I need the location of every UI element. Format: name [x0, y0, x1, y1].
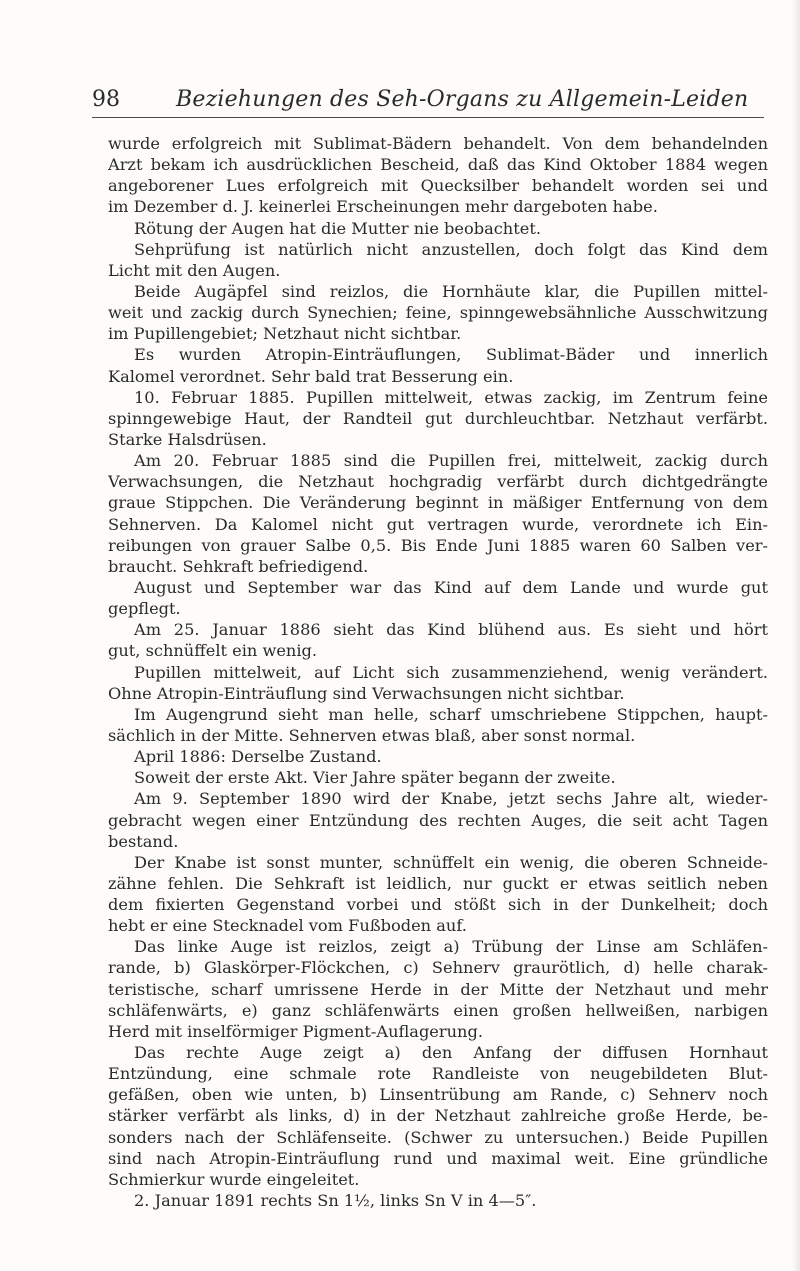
text-line: bestand. [108, 831, 179, 851]
text-line: stärker verfärbt als links, d) in der Netzhaut zahlreiche große Herde, be- [108, 1106, 768, 1126]
text-line: Licht mit den Augen. [108, 260, 281, 280]
text-line: Arzt bekam ich ausdrücklichen Bescheid, daß das Kind Oktober 1884 wegen [108, 155, 768, 175]
text-line: Entzündung, eine schmale rote Randleiste von neugebildeten Blut- [108, 1064, 768, 1084]
text-line: sonders nach der Schläfenseite. (Schwer zu untersuchen.) Beide Pupillen [108, 1127, 768, 1147]
text-line: gepflegt. [108, 599, 181, 619]
text-line: Das linke Auge ist reizlos, zeigt a) Trübung der Linse am Schläfen- [134, 937, 768, 957]
text-line: April 1886: Derselbe Zustand. [134, 747, 382, 767]
text-line: gut, schnüffelt ein wenig. [108, 641, 318, 661]
text-line: braucht. Sehkraft befriedigend. [108, 556, 369, 576]
text-line: Es wurden Atropin-Einträuflungen, Sublimat-Bäder und innerlich [134, 345, 768, 365]
header-rule [92, 117, 764, 118]
text-line: Sehnerven. Da Kalomel nicht gut vertragen wurde, verordnete ich Ein- [108, 514, 768, 534]
text-line: im Pupillengebiet; Netzhaut nicht sichtbar. [108, 324, 462, 344]
text-line: Am 9. September 1890 wird der Knabe, jetzt sechs Jahre alt, wieder- [134, 789, 768, 809]
text-line: hebt er eine Stecknadel vom Fußboden auf. [108, 916, 467, 936]
text-line: dem fixierten Gegenstand vorbei und stößt sich in der Dunkelheit; doch [108, 895, 768, 915]
text-line: 2. Januar 1891 rechts Sn 1½, links Sn V in 4—5″. [134, 1191, 537, 1211]
text-line: Ohne Atropin-Einträuflung sind Verwachsungen nicht sichtbar. [108, 683, 625, 703]
text-line: sächlich in der Mitte. Sehnerven etwas blaß, aber sonst normal. [108, 725, 636, 745]
text-line: Beide Augäpfel sind reizlos, die Hornhäute klar, die Pupillen mittel- [134, 281, 768, 301]
text-line: sind nach Atropin-Einträuflung rund und maximal weit. Eine gründliche [108, 1148, 768, 1168]
text-line: reibungen von grauer Salbe 0,5. Bis Ende Juni 1885 waren 60 Salben ver- [108, 535, 768, 555]
text-line: Pupillen mittelweit, auf Licht sich zusammenziehend, wenig verändert. [134, 662, 768, 682]
text-line: im Dezember d. J. keinerlei Erscheinungen mehr dargeboten habe. [108, 197, 658, 217]
text-line: gebracht wegen einer Entzündung des rechten Auges, die seit acht Tagen [108, 810, 768, 830]
text-line: spinngewebige Haut, der Randteil gut durchleuchtbar. Netzhaut verfärbt. [108, 408, 768, 428]
text-line: Soweit der erste Akt. Vier Jahre später begann der zweite. [134, 768, 616, 788]
text-line: Schmierkur wurde eingeleitet. [108, 1169, 360, 1189]
text-line: Das rechte Auge zeigt a) den Anfang der diffusen Hornhaut [134, 1043, 768, 1063]
text-line: gefäßen, oben wie unten, b) Linsentrübung am Rande, c) Sehnerv noch [108, 1085, 768, 1105]
text-line: Am 25. Januar 1886 sieht das Kind blühend aus. Es sieht und hört [134, 620, 768, 640]
text-line: Rötung der Augen hat die Mutter nie beobachtet. [134, 218, 541, 238]
text-line: August und September war das Kind auf dem Lande und wurde gut [134, 577, 768, 597]
page-edge-shadow [792, 0, 800, 1271]
text-line: Der Knabe ist sonst munter, schnüffelt ein wenig, die oberen Schneide- [134, 852, 768, 872]
text-line: 10. Februar 1885. Pupillen mittelweit, etwas zackig, im Zentrum feine [134, 387, 768, 407]
text-line: Im Augengrund sieht man helle, scharf umschriebene Stippchen, haupt- [134, 704, 768, 724]
text-line: wurde erfolgreich mit Sublimat-Bädern behandelt. Von dem behandelnden [108, 134, 768, 153]
text-line: teristische, scharf umrissene Herde in der Mitte der Netzhaut und mehr [108, 979, 768, 999]
text-line: Kalomel verordnet. Sehr bald trat Besserung ein. [108, 366, 514, 386]
body-text [108, 133, 768, 1211]
text-line: Am 20. Februar 1885 sind die Pupillen frei, mittelweit, zackig durch [134, 451, 768, 471]
text-line: angeborener Lues erfolgreich mit Quecksilber behandelt worden sei und [108, 176, 768, 196]
text-line: rande, b) Glaskörper-Flöckchen, c) Sehnerv graurötlich, d) helle charak- [108, 958, 768, 978]
running-title: Beziehungen des Seh-Organs zu Allgemein-Leiden [176, 87, 749, 112]
text-line: zähne fehlen. Die Sehkraft ist leidlich, nur guckt er etwas seitlich neben [108, 873, 768, 893]
text-line: schläfenwärts, e) ganz schläfenwärts einen großen hellweißen, narbigen [108, 1000, 768, 1020]
text-line: graue Stippchen. Die Veränderung beginnt in mäßiger Entfernung von dem [108, 493, 768, 513]
text-line: weit und zackig durch Synechien; feine, spinngewebsähnliche Ausschwitzung [108, 303, 768, 323]
page-number: 98 [92, 87, 120, 112]
text-line: Verwachsungen, die Netzhaut hochgradig verfärbt durch dichtgedrängte [108, 472, 768, 492]
text-line: Sehprüfung ist natürlich nicht anzustellen, doch folgt das Kind dem [134, 239, 768, 259]
text-line: Starke Halsdrüsen. [108, 429, 267, 449]
text-line: Herd mit inselförmiger Pigment-Auflagerung. [108, 1021, 483, 1041]
page-header [92, 86, 764, 118]
